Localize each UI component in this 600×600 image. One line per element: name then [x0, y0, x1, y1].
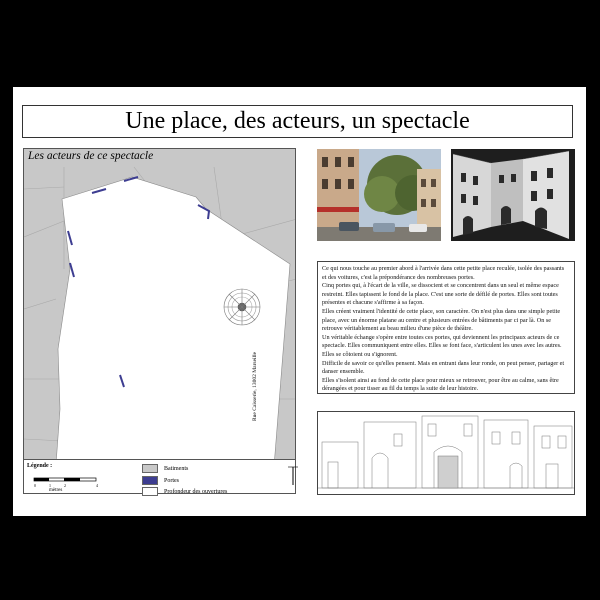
paragraph: Ce qui nous touche au premier abord à l'arrivée dans cette petite place reculée, isolée des passants et des voitures, c'est la prépondérance des nombreuses portes.: [322, 265, 565, 281]
swatch-doors: [142, 476, 158, 485]
paragraph: Elles créent vraiment l'identité de cette place, son caractère. On n'est plus dans une simple petite place, avec un énorme platane au centre et plusieurs entrées de bâtiments par ci par là. On se retrouve véritablement au beau milieu d'une pièce de théâtre.: [322, 307, 561, 333]
tree-icon: [224, 289, 260, 325]
legend-item-buildings: [142, 464, 188, 473]
perspective-sketch-image: [451, 149, 575, 241]
legend-label: Portes: [164, 477, 179, 484]
title-frame: [22, 105, 573, 138]
legend-title: Légende :: [27, 463, 53, 469]
site-plan-map: [23, 148, 296, 491]
legend-label: Batiments: [164, 465, 189, 472]
map-legend: [23, 459, 296, 494]
scale-bar: [30, 474, 110, 488]
scale-tick-label: 1: [49, 483, 51, 488]
scale-tick-label: 2: [64, 483, 66, 488]
paragraph: Difficile de savoir ce qu'elles pensent. Mais en entrant dans leur ronde, on peut penser, partager et danser ensemble.: [322, 359, 565, 376]
swatch-buildings: [142, 464, 158, 473]
map-heading: Les acteurs de ce spectacle: [28, 150, 154, 162]
paragraph: Cinq portes qui, à l'écart de la ville, se dissocient et se concentrent dans un seul et même espace restreint. Elles tapissent le fond de la place. C'est une sorte de défilé de portes. Elles sont toutes présentes et chacune s'affirme à sa façon.: [322, 282, 559, 307]
street-label: Rue Caisserie, 13002 Marseille: [252, 351, 258, 421]
swatch-openings: [142, 487, 158, 496]
facade-elevation-drawing: [318, 412, 575, 495]
perspective-sketch: [451, 149, 575, 241]
legend-label: Profondeur des ouvertures: [164, 488, 228, 495]
scale-tick-label: 0: [34, 483, 36, 488]
facade-elevation: [317, 411, 575, 495]
paragraph: Un véritable échange s'opère entre toutes ces portes, qui deviennent les principaux acteurs de ce spectacle. Elles communiquent entre elles. Elles se font face, s'articulent les unes avec les autres. Elles se côtoient ou s'ignorent.: [322, 333, 562, 358]
street-photo-image: [317, 149, 441, 241]
north-arrow-icon: [286, 466, 300, 486]
poster-sheet: [13, 87, 586, 516]
legend-item-doors: [142, 476, 179, 485]
scale-unit: mètres: [49, 488, 63, 493]
paragraph: Elles s'isolent ainsi au fond de cette place pour mieux se retrouver, pour être au calme, sans être dérangées et pour tisser au fil du temps la suite de leur histoire.: [322, 376, 559, 393]
site-plan-drawing: [24, 149, 296, 491]
scale-tick-label: 4: [96, 483, 98, 488]
description-text: [317, 261, 575, 394]
legend-item-openings: [142, 487, 227, 496]
page-title: Une place, des acteurs, un spectacle: [125, 108, 470, 134]
street-photo: [317, 149, 441, 241]
